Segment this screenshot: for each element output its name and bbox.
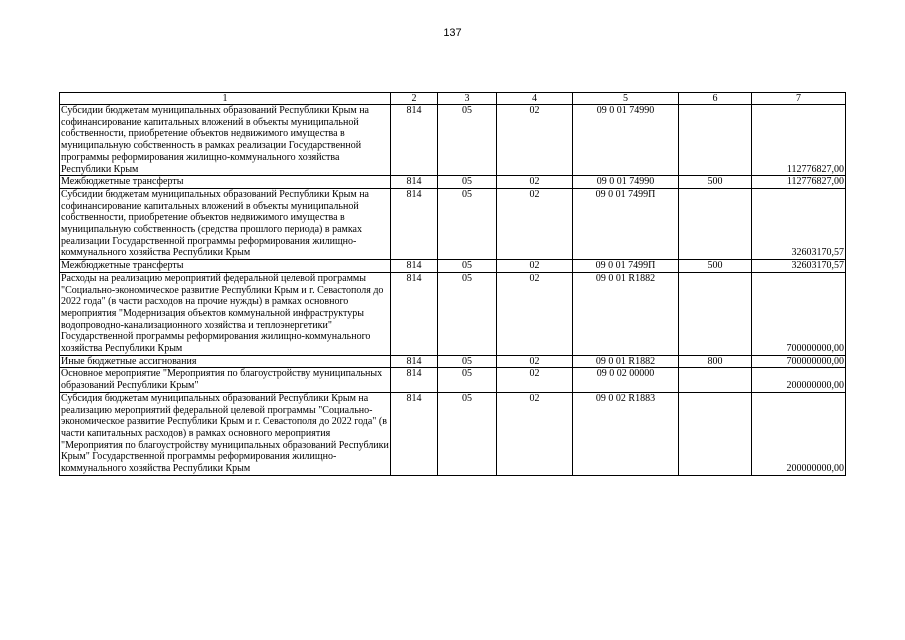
row-expense-type: 800 <box>679 355 752 368</box>
row-amount: 700000000,00 <box>752 355 846 368</box>
row-section: 05 <box>438 176 497 189</box>
row-description: Основное мероприятие "Мероприятия по благоустройству муниципальных образований Республики Крым" <box>60 368 391 392</box>
row-expense-type: 500 <box>679 176 752 189</box>
row-expense-type <box>679 105 752 176</box>
row-amount: 112776827,00 <box>752 176 846 189</box>
row-section: 05 <box>438 105 497 176</box>
col-header-2: 2 <box>391 93 438 105</box>
row-target-article: 09 0 01 R1882 <box>573 355 679 368</box>
row-description: Субсидии бюджетам муниципальных образований Республики Крым на софинансирование капитальных вложений в объекты муниципальной собственности, приобретение объектов недвижимого имущества в муниципальную собственность в рамках реализации Государственной программы реформирования жилищно-коммунального хозяйства Республики Крым <box>60 105 391 176</box>
row-amount: 112776827,00 <box>752 105 846 176</box>
row-subsection: 02 <box>497 260 573 273</box>
row-description: Межбюджетные трансферты <box>60 260 391 273</box>
table-row <box>60 355 846 368</box>
row-grbs: 814 <box>391 355 438 368</box>
row-section: 05 <box>438 392 497 475</box>
row-description: Субсидии бюджетам муниципальных образований Республики Крым на софинансирование капитальных вложений в объекты муниципальной собственности, приобретение объектов недвижимого имущества в муниципальную собственность (средства прошлого периода) в рамках реализации Государственной программы реформирования жилищно-коммунального хозяйства Республики Крым <box>60 188 391 259</box>
row-target-article: 09 0 02 00000 <box>573 368 679 392</box>
row-subsection: 02 <box>497 392 573 475</box>
row-section: 05 <box>438 272 497 355</box>
row-section: 05 <box>438 260 497 273</box>
row-grbs: 814 <box>391 176 438 189</box>
row-description: Иные бюджетные ассигнования <box>60 355 391 368</box>
row-target-article: 09 0 01 7499П <box>573 260 679 273</box>
row-target-article: 09 0 01 74990 <box>573 176 679 189</box>
col-header-1: 1 <box>60 93 391 105</box>
row-subsection: 02 <box>497 272 573 355</box>
table-row <box>60 368 846 392</box>
row-section: 05 <box>438 355 497 368</box>
row-expense-type: 500 <box>679 260 752 273</box>
row-grbs: 814 <box>391 392 438 475</box>
row-section: 05 <box>438 188 497 259</box>
row-subsection: 02 <box>497 355 573 368</box>
col-header-6: 6 <box>679 93 752 105</box>
row-expense-type <box>679 272 752 355</box>
row-expense-type <box>679 392 752 475</box>
row-subsection: 02 <box>497 176 573 189</box>
row-description: Межбюджетные трансферты <box>60 176 391 189</box>
row-description: Расходы на реализацию мероприятий федеральной целевой программы "Социально-экономическое развитие Республики Крым и г. Севастополя до 2022 года" (в части расходов на прочие нужды) в рамках основного мероприятия "Модернизация объектов коммунальной инфраструктуры водопроводно-канализационного хозяйства и теплоэнергетики" Государственной программы реформирования жилищно-коммунального хозяйства Республики Крым <box>60 272 391 355</box>
row-expense-type <box>679 188 752 259</box>
col-header-5: 5 <box>573 93 679 105</box>
table-row <box>60 260 846 273</box>
row-grbs: 814 <box>391 260 438 273</box>
row-section: 05 <box>438 368 497 392</box>
header-row <box>60 93 846 105</box>
row-grbs: 814 <box>391 272 438 355</box>
row-target-article: 09 0 01 R1882 <box>573 272 679 355</box>
row-amount: 32603170,57 <box>752 188 846 259</box>
row-grbs: 814 <box>391 105 438 176</box>
row-target-article: 09 0 02 R1883 <box>573 392 679 475</box>
col-header-7: 7 <box>752 93 846 105</box>
row-target-article: 09 0 01 7499П <box>573 188 679 259</box>
row-amount: 32603170,57 <box>752 260 846 273</box>
row-amount: 700000000,00 <box>752 272 846 355</box>
row-subsection: 02 <box>497 368 573 392</box>
col-header-3: 3 <box>438 93 497 105</box>
row-amount: 200000000,00 <box>752 368 846 392</box>
row-subsection: 02 <box>497 188 573 259</box>
table-row <box>60 188 846 259</box>
row-description: Субсидия бюджетам муниципальных образований Республики Крым на реализацию мероприятий федеральной целевой программы "Социально-экономическое развитие Республики Крым и г. Севастополя до 2022 года" (в части капитальных расходов) в рамках основного мероприятия "Мероприятия по благоустройству муниципальных образований Республики Крым" Государственной программы реформирования жилищно-коммунального хозяйства Республики Крым <box>61 392 389 475</box>
col-header-4: 4 <box>497 93 573 105</box>
table-row <box>60 105 846 176</box>
table-row <box>60 176 846 189</box>
row-grbs: 814 <box>391 188 438 259</box>
page-number: 137 <box>443 27 462 39</box>
row-amount: 200000000,00 <box>752 392 846 475</box>
row-grbs: 814 <box>391 368 438 392</box>
row-target-article: 09 0 01 74990 <box>573 105 679 176</box>
row-subsection: 02 <box>497 105 573 176</box>
table-row <box>60 272 846 355</box>
table-row <box>60 392 846 475</box>
row-expense-type <box>679 368 752 392</box>
budget-table <box>59 92 846 476</box>
